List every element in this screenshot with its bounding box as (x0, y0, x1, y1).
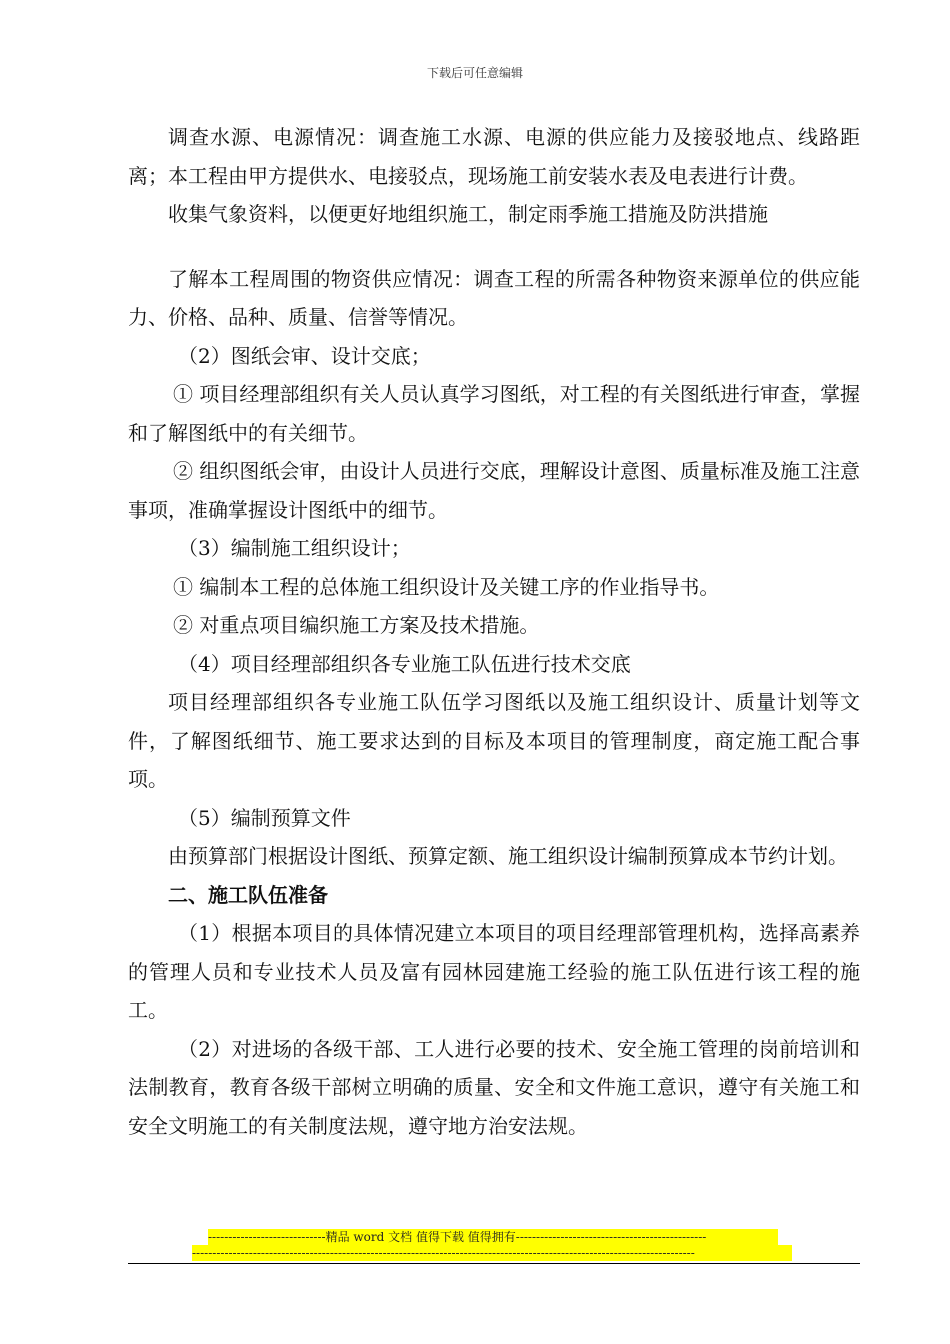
page-header: 下载后可任意编辑 (426, 66, 523, 80)
paragraph: （1）根据本项目的具体情况建立本项目的项目经理部管理机构，选择高素养的管理人员和专业技术人员及富有园林园建施工经验的施工队伍进行该工程的施工。 (128, 921, 860, 1022)
subheading: （4）项目经理部组织各专业施工队伍进行技术交底 (178, 651, 631, 676)
paragraph: ① 编制本工程的总体施工组织设计及关键工序的作业指导书。 (173, 574, 720, 599)
document-body (128, 118, 860, 1145)
footer-banner: -----------------------------精品 word 文档 值得下载 值得拥有----------------------------------------------- (208, 1229, 778, 1245)
paragraph: ② 对重点项目编织施工方案及技术措施。 (173, 613, 540, 637)
paragraph: 了解本工程周围的物资供应情况：调查工程的所需各种物资来源单位的供应能力、价格、品种、质量、信誉等情况。 (128, 266, 860, 329)
subheading: （2）图纸会审、设计交底； (178, 343, 431, 368)
blank-line (128, 234, 860, 260)
subheading: （5）编制预算文件 (178, 805, 351, 830)
paragraph: ② 组织图纸会审，由设计人员进行交底，理解设计意图、质量标准及施工注意事项，准确掌握设计图纸中的细节。 (128, 459, 860, 522)
paragraph: 由预算部门根据设计图纸、预算定额、施工组织设计编制预算成本节约计划。 (168, 844, 848, 868)
section-heading: 二、施工队伍准备 (168, 882, 328, 907)
paragraph: 调查水源、电源情况：调查施工水源、电源的供应能力及接驳地点、线路距离；本工程由甲方提供水、电接驳点，现场施工前安装水表及电表进行计费。 (128, 125, 860, 188)
subheading: （3）编制施工组织设计； (178, 536, 411, 560)
paragraph: 项目经理部组织各专业施工队伍学习图纸以及施工组织设计、质量计划等文件，了解图纸细节、施工要求达到的目标及本项目的管理制度，商定施工配合事项。 (128, 690, 860, 791)
paragraph: （2）对进场的各级干部、工人进行必要的技术、安全施工管理的岗前培训和法制教育，教育各级干部树立明确的质量、安全和文件施工意识，遵守有关施工和安全文明施工的有关制度法规，遵守地方治安法规。 (128, 1036, 860, 1138)
paragraph: ① 项目经理部组织有关人员认真学习图纸，对工程的有关图纸进行审查，掌握和了解图纸中的有关细节。 (128, 382, 860, 445)
paragraph: 收集气象资料，以便更好地组织施工，制定雨季施工措施及防洪措施 (168, 202, 768, 226)
footer-rule (128, 1263, 860, 1264)
footer-dashes: ---------------------------------------------------------------------------------------------------------------------------- (192, 1245, 792, 1261)
